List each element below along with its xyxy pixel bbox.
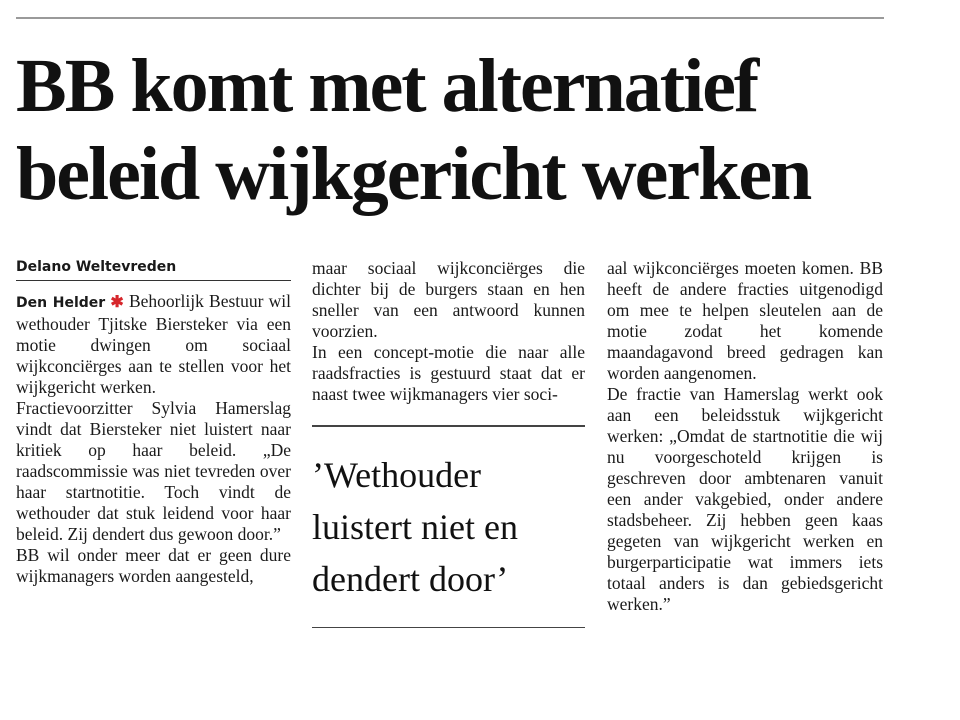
dateline: Den Helder [16,295,106,311]
paragraph: maar sociaal wijkconciërges die dichter bij de burgers staan en hen sneller van een antwoord kunnen voorzien. [312,258,585,341]
top-rule [16,17,884,19]
pullquote-rule-bottom [312,627,585,629]
headline [16,42,916,218]
headline-line-1: BB komt met alternatief [16,44,758,128]
headline-line-2: beleid wijkgericht werken [16,132,811,216]
asterisk-icon: ✱ [110,294,124,311]
pullquote-line-1: ’Wethouder [312,454,482,495]
paragraph: De fractie van Hamerslag werkt ook aan een beleidsstuk wijkgericht werken: „Omdat de startnotitie die wij nu voorgeschoteld krijgen is geschreven door ambtenaren vanuit een ander vakgebied, onder andere stadsbeheer. Zij hebben geen kaas gegeten van wijkgericht werken en burgerparticipatie wat immers iets totaal anders is dan gebiedsgericht werken.” [607,384,883,614]
paragraph-intro [16,291,291,398]
article-column-3 [607,258,883,615]
pullquote-line-3: dendert door’ [312,558,509,599]
paragraph: aal wijkconciërges moeten komen. BB heeft de andere fracties uitgenodigd om mee te helpen sleutelen aan de motie zodat het komende maandagavond breed gedragen kan worden aangenomen. [607,258,883,383]
paragraph: Fractievoorzitter Sylvia Hamerslag vindt dat Biersteker niet luistert naar kritiek op haar beleid. „De raadscommissie was niet tevreden over haar startnotitie. Toch vindt de wethouder dat stuk leidend voor haar beleid. Zij dendert dus gewoon door.” [16,398,291,544]
intro-text: Behoorlijk Bestuur wil wethouder Tjitske Biersteker via een motie dwingen om sociaal wijkconciërges aan te stellen voor het wijkgericht werken. [16,291,292,397]
byline: Delano Weltevreden [16,258,291,281]
pullquote [312,449,585,605]
article-column-1 [16,258,291,587]
paragraph: BB wil onder meer dat er geen dure wijkmanagers worden aangesteld, [16,545,291,586]
pullquote-rule-top [312,425,585,427]
article-column-2 [312,258,585,628]
pullquote-line-2: luistert niet en [312,506,518,547]
paragraph: In een concept-motie die naar alle raadsfracties is gestuurd staat dat er naast twee wijkmanagers vier soci- [312,342,585,404]
